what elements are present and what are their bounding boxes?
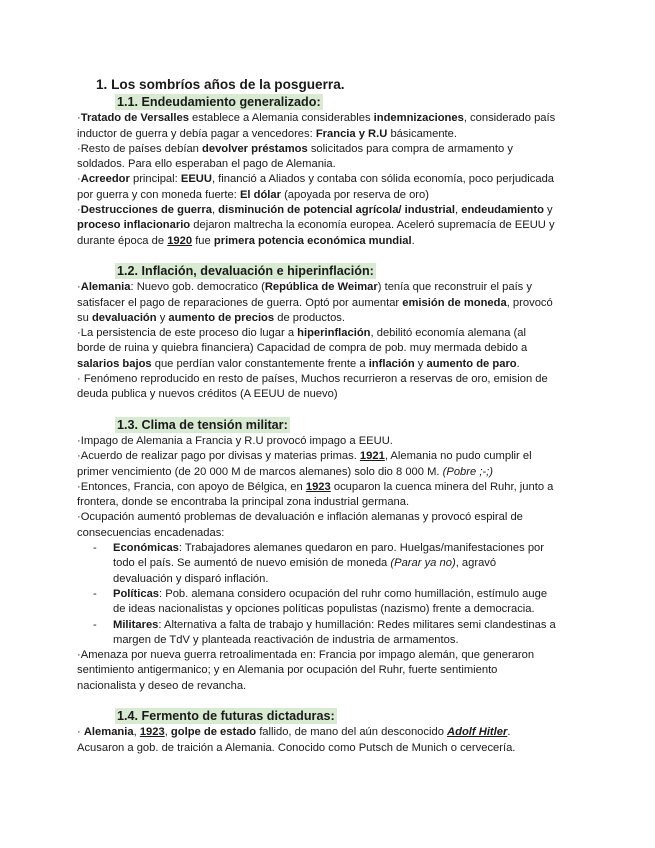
main-heading: 1. Los sombríos años de la posguerra. — [96, 77, 345, 92]
paragraph: ·Ocupación aumentó problemas de devaluación e inflación alemanas y provocó espiral de consecuencias encadenadas: — [77, 511, 523, 539]
list-item: - Económicas: Trabajadores alemanes quedaron en paro. Huelgas/manifestaciones por todo el país. Se aumentó de nuevo emisión de moneda (Parar ya no), agravó devaluación y disparó inflación. — [93, 541, 557, 587]
paragraph: ·Destrucciones de guerra, disminución de potencial agrícola/ industrial, endeudamiento y proceso inflacionario dejaron maltrecha la economía europea. Aceleró supremacía de EEUU y durante época de 1920 fue primera potencia económica mundial. — [77, 204, 555, 247]
paragraph: ·Tratado de Versalles establece a Alemania considerables indemnizaciones, considerado país inductor de guerra y debía pagar a vencedores: Francia y R.U básicamente. — [77, 112, 556, 140]
document-page — [77, 76, 557, 756]
paragraph: · Alemania, 1923, golpe de estado fallido, de mano del aún desconocido Adolf Hitler. Acusaron a gob. de traición a Alemania. Conocido como Putsch de Munich o cervecería. — [77, 726, 516, 754]
consequences-list — [77, 541, 557, 648]
section-heading-1-3: 1.3. Clima de tensión militar: — [117, 417, 288, 432]
paragraph: ·Amenaza por nueva guerra retroalimentada en: Francia por impago alemán, que generaron sentimiento antigermanico; y en Alemania por ocupación del Ruhr, fuerte sentimiento nacionalista y deseo de revancha. — [77, 649, 535, 692]
paragraph: ·Acreedor principal: EEUU, financió a Aliados y contaba con sólida economía, poco perjudicada por guerra y con moneda fuerte: El dólar (apoyada por reserva de oro) — [77, 173, 555, 201]
paragraph: ·La persistencia de este proceso dio lugar a hiperinflación, debilitó economía alemana (al borde de ruina y quiebra financiera) Capacidad de compra de pob. muy mermada debido a salarios bajos que perdían valor constantemente frente a inflación y aumento de paro. — [77, 327, 528, 370]
list-item: - Políticas: Pob. alemana considero ocupación del ruhr como humillación, estímulo auge de ideas nacionalistas y opciones políticas populistas (nazismo) frente a democracia. — [93, 587, 557, 618]
paragraph: ·Entonces, Francia, con apoyo de Bélgica, en 1923 ocuparon la cuenca minera del Ruhr, junto a frontera, donde se encontraba la principal zona industrial germana. — [77, 480, 554, 509]
paragraph: ·Alemania: Nuevo gob. democratico (República de Weimar) tenía que reconstruir el país y satisfacer el pago de reparaciones de guerra. Optó por aumentar emisión de moneda, provocó su devaluación y aumento de precios de productos. — [77, 281, 553, 324]
section-heading-1-1: 1.1. Endeudamiento generalizado: — [117, 95, 321, 109]
paragraph: ·Resto de países debían devolver préstamos solicitados para compra de armamento y soldados. Para ello esperaban el pago de Alemania. — [77, 142, 513, 171]
list-item: - Militares: Alternativa a falta de trabajo y humillación: Redes militares semi clandestinas a margen de TdV y planteada reactivación de industria de armamentos. — [93, 618, 557, 649]
paragraph: ·Acuerdo de realizar pago por divisas y materias primas. 1921, Alemania no pudo cumplir el primer vencimiento (de 20 000 M de marcos alemanes) solo dio 8 000 M. (Pobre ;-;) — [77, 450, 532, 478]
section-heading-1-4: 1.4. Fermento de futuras dictaduras: — [117, 708, 335, 723]
paragraph: ·Impago de Alemania a Francia y R.U provocó impago a EEUU. — [77, 434, 393, 447]
paragraph: · Fenómeno reproducido en resto de países, Muchos recurrieron a reservas de oro, emision de deuda publica y nuevos créditos (A EEUU de nuevo) — [77, 373, 548, 401]
section-heading-1-2: 1.2. Inflación, devaluación e hiperinflación: — [117, 263, 374, 278]
